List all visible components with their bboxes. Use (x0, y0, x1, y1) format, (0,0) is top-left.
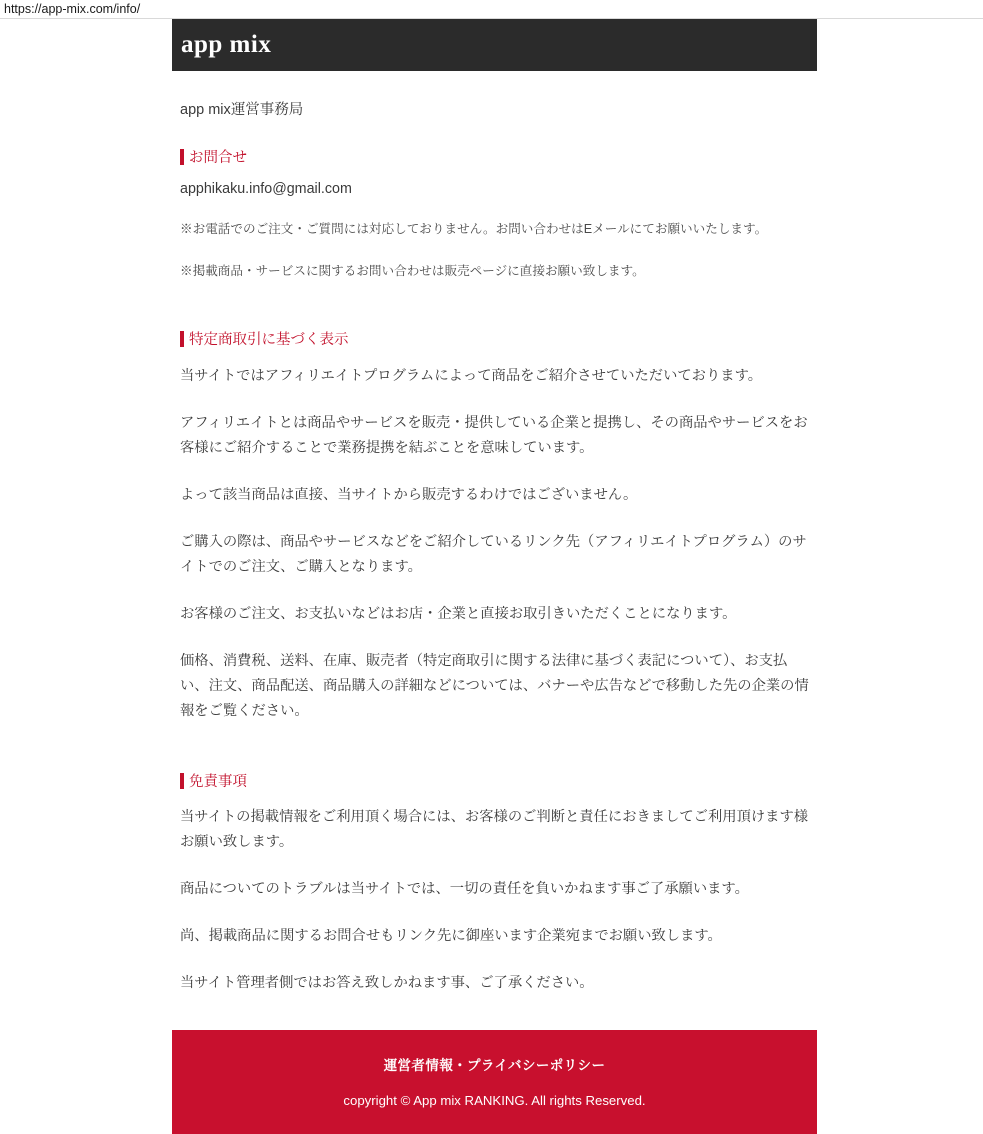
page-canvas (0, 19, 983, 1134)
disclaimer-paragraph-2: 商品についてのトラブルは当サイトでは、一切の責任を負いかねます事ご了承願います。 (180, 881, 749, 898)
browser-url-bar[interactable] (0, 0, 983, 19)
site-footer (172, 1030, 817, 1134)
disclaimer-paragraph-1: 当サイトの掲載情報をご利用頂く場合には、お客様のご判断と責任におきましてご利用頂けます様お願い致します。 (180, 809, 809, 851)
contact-note-1: ※お電話でのご注文・ご質問には対応しておりません。お問い合わせはEメールにてお願いいたします。 (180, 222, 768, 237)
footer-spacer (172, 996, 817, 1030)
site-header (172, 19, 817, 71)
footer-policy-link[interactable]: 運営者情報・プライバシーポリシー (383, 1058, 606, 1074)
disclaimer-paragraph-4: 当サイト管理者側ではお答え致しかねます事、ご了承ください。 (180, 975, 594, 992)
content-column (172, 19, 817, 1134)
transactions-paragraph-6: 価格、消費税、送料、在庫、販売者（特定商取引に関する法律に基づく表記について）、お支払い、注文、商品配送、商品購入の詳細などについては、バナーや広告などで移動した先の企業の情報をご覧ください。 (180, 652, 809, 719)
footer-copyright: copyright © App mix RANKING. All rights Reserved. (343, 1093, 646, 1109)
section-heading-transactions: 特定商取引に基づく表示 (180, 330, 809, 350)
transactions-paragraph-5: お客様のご注文、お支払いなどはお店・企業と直接お取引きいただくことになります。 (180, 605, 737, 622)
section-heading-disclaimer: 免責事項 (180, 772, 809, 792)
transactions-paragraph-3: よって該当商品は直接、当サイトから販売するわけではございません。 (180, 486, 638, 503)
url-text: https://app-mix.com/info/ (4, 2, 141, 16)
section-heading-contact: お問合せ (180, 148, 809, 168)
office-name: app mix運営事務局 (180, 102, 304, 118)
disclaimer-paragraph-3: 尚、掲載商品に関するお問合せもリンク先に御座います企業宛までお願い致します。 (180, 928, 722, 945)
site-logo-title[interactable]: app mix (181, 31, 272, 58)
transactions-paragraph-2: アフィリエイトとは商品やサービスを販売・提供している企業と提携し、その商品やサービスをお客様にご紹介することで業務提携を結ぶことを意味しています。 (180, 414, 808, 456)
transactions-paragraph-4: ご購入の際は、商品やサービスなどをご紹介しているリンク先（アフィリエイトプログラム）のサイトでのご注文、ご購入となります。 (180, 533, 807, 575)
main-content (172, 99, 817, 996)
transactions-paragraph-1: 当サイトではアフィリエイトプログラムによって商品をご紹介させていただいております。 (180, 367, 763, 384)
contact-note-2: ※掲載商品・サービスに関するお問い合わせは販売ページに直接お願い致します。 (180, 263, 645, 278)
contact-email: apphikaku.info@gmail.com (180, 181, 352, 198)
